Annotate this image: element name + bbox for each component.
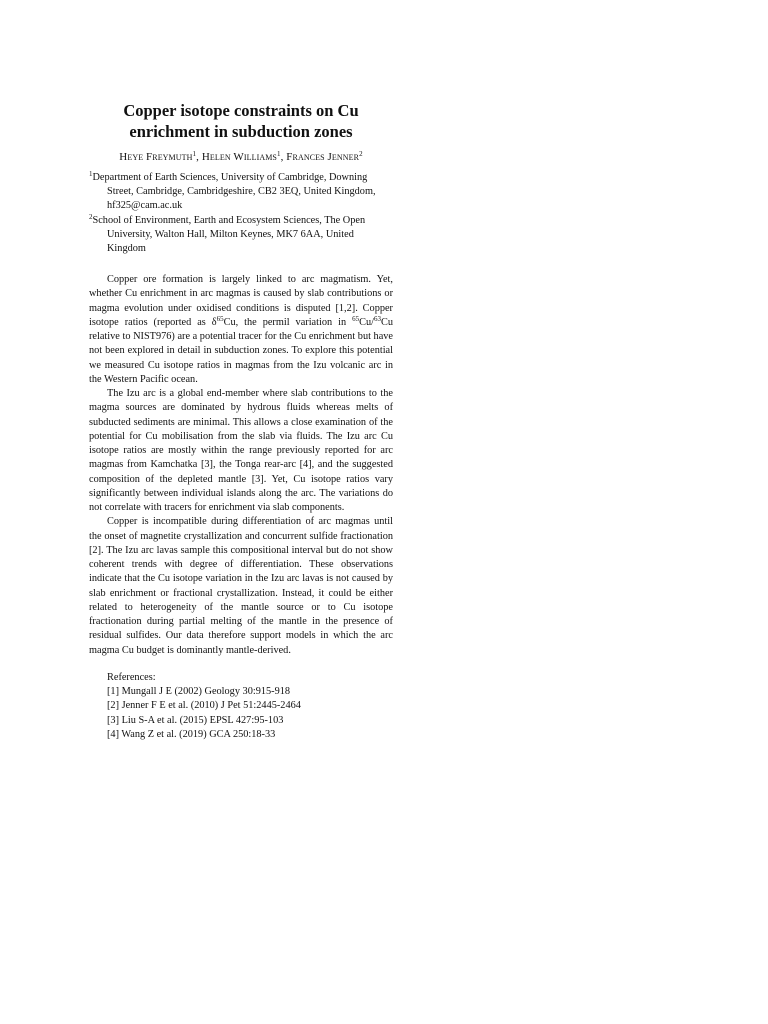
body-paragraph: The Izu arc is a global end-member where slab contributions to the magma sources are dominated by hydrous fluids whereas melts of subducted sediments are minimal. This allows a close examination of the potential for Cu mobilisation from the slab via fluids. The Izu arc Cu isotope ratios are mostly within the range previously reported for arc magmas from Kamchatka [3], the Tonga rear-arc [4], and the suggested composition of the depleted mantle [3]. Yet, Cu isotope ratios vary significantly between individual islands along the arc. The variations do not correlate with tracers for enrichment via slab components. [89, 388, 393, 514]
affiliation-mark: 2 [89, 212, 93, 221]
isotope-mass: 63 [373, 314, 381, 323]
author-affiliation-mark: 2 [359, 150, 363, 158]
affiliation-item [89, 214, 393, 257]
author-list [89, 150, 393, 164]
body-paragraph: Copper is incompatible during differentiation of arc magmas until the onset of magnetite crystallization and concurrent sulfide fractionation [2]. The Izu arc lavas sample this compositional interval but do not show coherent trends with degree of differentiation. These observations indicate that the Cu isotope variation in the Izu arc lavas is not caused by slab enrichment or fractional crystallization. Instead, it could be either related to heterogeneity of the mantle source or to Cu isotope fractionation during partial melting of the mantle in the presence of residual sulfides. Our data therefore support models in which the arc magma Cu budget is dominantly mantle-derived. [89, 516, 393, 656]
isotope-mass: 65 [352, 314, 360, 323]
paragraph-text: Cu, the permil variation in [223, 316, 353, 328]
affiliations [89, 171, 393, 256]
reference-item: [4] Wang Z et al. (2019) GCA 250:18-33 [107, 728, 276, 740]
references-heading: References: [107, 671, 156, 683]
paragraph-text: Cu relative to NIST976) are a potential tracer for the Cu enrichment but have not been explored in detail in subduction zones. To explore this potential we measured Cu isotope ratios in magmas from the Izu volcanic arc in the Western Pacific ocean. [89, 316, 393, 385]
body-paragraph [89, 273, 393, 387]
affiliation-text: School of Environment, Earth and Ecosystem Sciences, The Open University, Walton Hall, Milton Keynes, MK7 6AA, United Kingdom [92, 214, 366, 255]
affiliation-mark: 1 [89, 170, 93, 178]
affiliation-item [89, 171, 393, 214]
abstract-page [89, 100, 393, 742]
reference-item: [3] Liu S-A et al. (2015) EPSL 427:95-103 [107, 714, 284, 726]
abstract-body [89, 273, 393, 658]
title-line-1: Copper isotope constraints on Cu [123, 101, 359, 120]
author-separator: , [196, 151, 202, 163]
author-name: Helen Williams [201, 151, 277, 163]
title-line-2: enrichment in subduction zones [129, 122, 353, 141]
author-affiliation-mark: 1 [192, 150, 197, 158]
isotope-mass: 65 [216, 314, 224, 323]
references-section [89, 671, 393, 742]
paragraph-text: Cu/ [359, 316, 374, 328]
paper-title [89, 100, 393, 142]
paragraph-text: Copper ore formation is largely linked to arc magmatism. Yet, whether Cu enrichment in arc magmas is caused by slab contributions or magma evolution under oxidised conditions is disputed [1,2]. Copper isotope ratios (reported as δ [89, 274, 393, 328]
affiliation-text: Department of Earth Sciences, University of Cambridge, Downing Street, Cambridge, Cambridgeshire, CB2 3EQ, United Kingdom, hf325@cam.ac.uk [92, 172, 376, 212]
author-name: Frances Jenner [286, 151, 360, 163]
author-affiliation-mark: 1 [276, 150, 281, 158]
author-separator: , [280, 151, 287, 163]
reference-item: [1] Mungall J E (2002) Geology 30:915-918 [107, 686, 291, 698]
reference-item: [2] Jenner F E et al. (2010) J Pet 51:2445-2464 [107, 700, 301, 712]
author-name: Heye Freymuth [119, 151, 193, 163]
